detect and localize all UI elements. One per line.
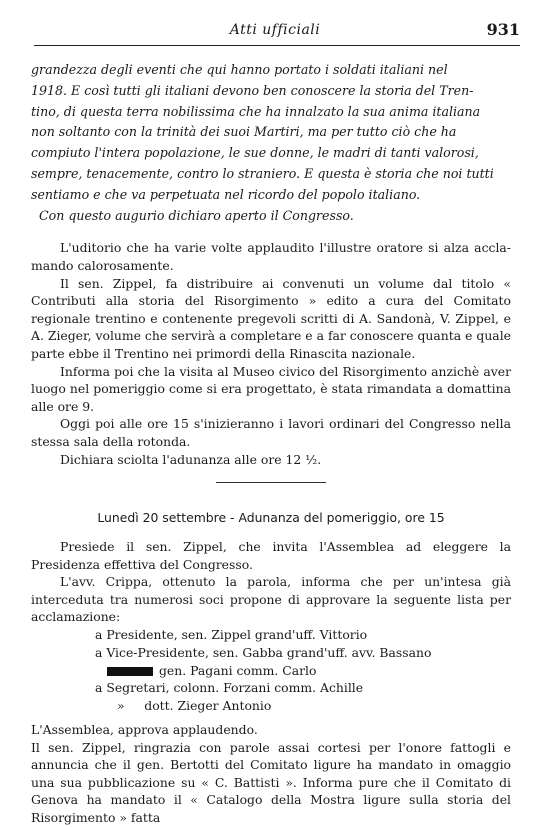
paragraph-museum: Informa poi che la visita al Museo civico del Risorgimento anzichè aver luogo nel pomeriggio come si era progettato, è stata rimandata a domattina alle ore 9. (31, 363, 511, 414)
running-title: Atti ufficiali (229, 22, 321, 38)
header-rule (34, 45, 520, 46)
lower-text (31, 538, 511, 827)
section-heading: Lunedì 20 settembre - Adunanza del pomeriggio, ore 15 (97, 510, 445, 525)
paragraph-closing: Dichiara sciolta l'adunanza alle ore 12 ½. (60, 451, 322, 467)
paragraph-applause: L'uditorio che ha varie volte applaudito l'illustre oratore si alza accla-mando calorosamente. (31, 240, 511, 273)
italic-line: 1918. E così tutti gli italiani devono ben conoscere la storia del Tren- (31, 82, 474, 98)
list-item: a Presidente, sen. Zippel grand'uff. Vittorio (95, 626, 368, 642)
italic-line: grandezza degli eventi che qui hanno portato i soldati italiani nel (31, 62, 448, 77)
italic-closing: Con questo augurio dichiaro aperto il Congresso. (39, 207, 354, 223)
page-header (30, 18, 520, 48)
list-item: » dott. Zieger Antonio (117, 698, 272, 714)
section-divider (216, 482, 326, 483)
italic-line: tino, di questa terra nobilissima che ha innalzato la sua anima italiana (31, 103, 481, 119)
list-item (95, 662, 511, 680)
page-number: 931 (486, 20, 520, 39)
italic-line: non soltanto con la trinità dei suoi Martiri, ma per tutto ciò che ha (31, 124, 457, 140)
list-item: a Vice-Presidente, sen. Gabba grand'uff. avv. Bassano (95, 644, 432, 660)
italic-line: compiuto l'intera popolazione, le sue donne, le madri di tanti valorosi, (31, 145, 479, 161)
paragraph-session: Oggi poi alle ore 15 s'inizieranno i lavori ordinari del Congresso nella stessa sala della rotonda. (31, 416, 511, 449)
paragraph-approval: L'Assemblea, approva applaudendo. (31, 721, 258, 737)
nomination-list (31, 626, 511, 715)
upper-text (31, 60, 511, 468)
paragraph-proposal: L'avv. Crippa, ottenuto la parola, informa che per un'intesa già interceduta tra numerosi soci propone di approvare la seguente lista per acclamazione: (31, 574, 511, 625)
list-item: a Segretari, colonn. Forzani comm. Achille (95, 680, 364, 696)
redaction-mark (107, 667, 153, 676)
list-item-text: gen. Pagani comm. Carlo (159, 662, 317, 678)
italic-line: sempre, tenacemente, contro lo straniero. E questa è storia che noi tutti (31, 165, 494, 181)
paragraph-thanks: Il sen. Zippel, ringrazia con parole assai cortesi per l'onore fattogli e annuncia che il gen. Bertotti del Comitato ligure ha mandato in omaggio una sua pubblicazione su « C. Battisti ». Informa pure che il Comitato di Genova ha mandato il « Catalogo della Mostra ligure sulla storia del Risorgimento » fatta (31, 739, 511, 825)
speech-italic-block (31, 60, 511, 226)
italic-line: sentiamo e che va perpetuata nel ricordo del popolo italiano. (31, 186, 421, 202)
paragraph-presides: Presiede il sen. Zippel, che invita l'Assemblea ad eleggere la Presidenza effettiva del Congresso. (31, 539, 511, 572)
paragraph-volume: Il sen. Zippel, fa distribuire ai convenuti un volume dal titolo « Contributi alla storia del Risorgimento » edito a cura del Comitato regionale trentino e contenente pregevoli scritti di A. Sandonà, V. Zippel, e A. Zieger, volume che servirà a completare e a far conoscere quanta e quale parte ebbe il Trentino nei primordi della Rinascita nazionale. (31, 275, 511, 361)
